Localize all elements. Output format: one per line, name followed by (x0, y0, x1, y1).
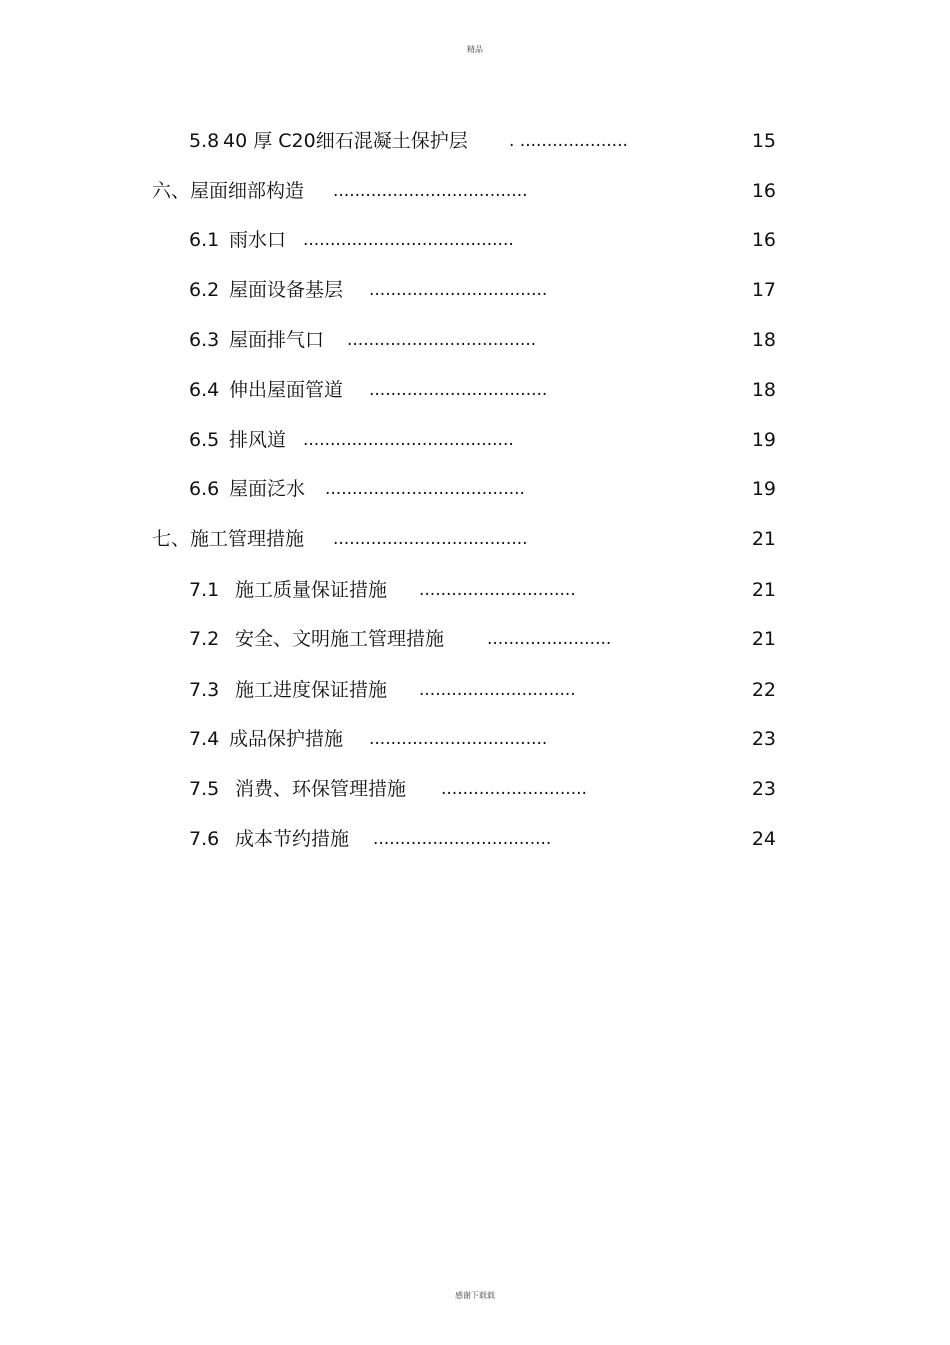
toc-entry-number: 6.1 (189, 229, 220, 251)
toc-entry-leader: .................................... (333, 529, 528, 549)
toc-entry-page: 21 (751, 628, 776, 650)
page-header: 精品 (467, 45, 483, 54)
toc-entry-page: 21 (751, 528, 776, 550)
toc-entry-title: 消费、环保管理措施 (235, 778, 407, 800)
toc-entry-leader: ................................... (347, 330, 537, 350)
toc-entry-title: 成本节约措施 (235, 828, 350, 850)
toc-entry-number: 6.4 (189, 379, 220, 401)
toc-entry-leader: ............................. (419, 580, 576, 600)
toc-entry-title: 屋面排气口 (229, 329, 325, 351)
toc-entry-7-3[interactable] (0, 675, 950, 705)
toc-entry-page: 15 (751, 130, 776, 152)
toc-entry-page: 24 (751, 828, 776, 850)
toc-entry-5-8[interactable] (0, 126, 950, 156)
toc-entry-chapter-7[interactable] (0, 524, 950, 554)
toc-entry-number: 7.6 (189, 828, 220, 850)
toc-entry-title: 六、屋面细部构造 (152, 180, 305, 202)
toc-entry-title: 40 厚 C20细石混凝土保护层 (223, 130, 468, 152)
toc-entry-number: 6.6 (189, 478, 220, 500)
toc-entry-leader: . .................... (509, 131, 628, 151)
toc-entry-page: 16 (751, 229, 776, 251)
toc-entry-6-4[interactable] (0, 375, 950, 405)
toc-entry-title: 成品保护措施 (229, 728, 344, 750)
toc-entry-page: 16 (751, 180, 776, 202)
toc-entry-number: 6.2 (189, 279, 220, 301)
toc-entry-page: 19 (751, 478, 776, 500)
toc-entry-leader: ................................. (369, 380, 548, 400)
toc-entry-title: 雨水口 (229, 229, 287, 251)
page-footer: 感谢下载载 (455, 1291, 495, 1300)
toc-entry-6-2[interactable] (0, 275, 950, 305)
toc-entry-leader: ..................................... (325, 479, 525, 499)
toc-entry-chapter-6[interactable] (0, 176, 950, 206)
toc-entry-page: 23 (751, 778, 776, 800)
toc-entry-7-6[interactable] (0, 824, 950, 854)
toc-entry-page: 23 (751, 728, 776, 750)
toc-entry-number: 7.2 (189, 628, 220, 650)
toc-entry-number: 7.3 (189, 679, 220, 701)
toc-entry-6-6[interactable] (0, 474, 950, 504)
toc-entry-leader: ....................................... (303, 230, 514, 250)
toc-entry-leader: ................................. (369, 729, 548, 749)
toc-entry-title: 七、施工管理措施 (152, 528, 305, 550)
toc-entry-6-5[interactable] (0, 425, 950, 455)
toc-entry-title: 施工进度保证措施 (235, 679, 388, 701)
toc-entry-number: 5.8 (189, 130, 220, 152)
toc-entry-page: 22 (751, 679, 776, 701)
toc-entry-6-3[interactable] (0, 325, 950, 355)
toc-entry-6-1[interactable] (0, 225, 950, 255)
toc-entry-page: 18 (751, 379, 776, 401)
toc-entry-page: 21 (751, 579, 776, 601)
toc-entry-title: 屋面设备基层 (229, 279, 344, 301)
toc-entry-title: 屋面泛水 (229, 478, 306, 500)
toc-entry-leader: ................................. (373, 829, 552, 849)
toc-entry-title: 排风道 (229, 429, 287, 451)
toc-entry-title: 伸出屋面管道 (229, 379, 344, 401)
toc-entry-number: 6.5 (189, 429, 220, 451)
toc-entry-number: 7.1 (189, 579, 220, 601)
toc-entry-leader: ................................. (369, 280, 548, 300)
toc-entry-title: 安全、文明施工管理措施 (235, 628, 445, 650)
toc-entry-7-5[interactable] (0, 774, 950, 804)
toc-entry-leader: ....................... (487, 629, 612, 649)
toc-entry-7-1[interactable] (0, 575, 950, 605)
toc-entry-leader: ....................................... (303, 430, 514, 450)
toc-entry-number: 6.3 (189, 329, 220, 351)
toc-entry-7-2[interactable] (0, 624, 950, 654)
toc-entry-leader: ........................... (441, 779, 587, 799)
toc-entry-leader: ............................. (419, 680, 576, 700)
toc-entry-page: 19 (751, 429, 776, 451)
toc-entry-page: 18 (751, 329, 776, 351)
toc-entry-number: 7.5 (189, 778, 220, 800)
toc-entry-7-4[interactable] (0, 724, 950, 754)
toc-entry-page: 17 (751, 279, 776, 301)
toc-entry-number: 7.4 (189, 728, 220, 750)
toc-entry-leader: .................................... (333, 181, 528, 201)
toc-entry-title: 施工质量保证措施 (235, 579, 388, 601)
